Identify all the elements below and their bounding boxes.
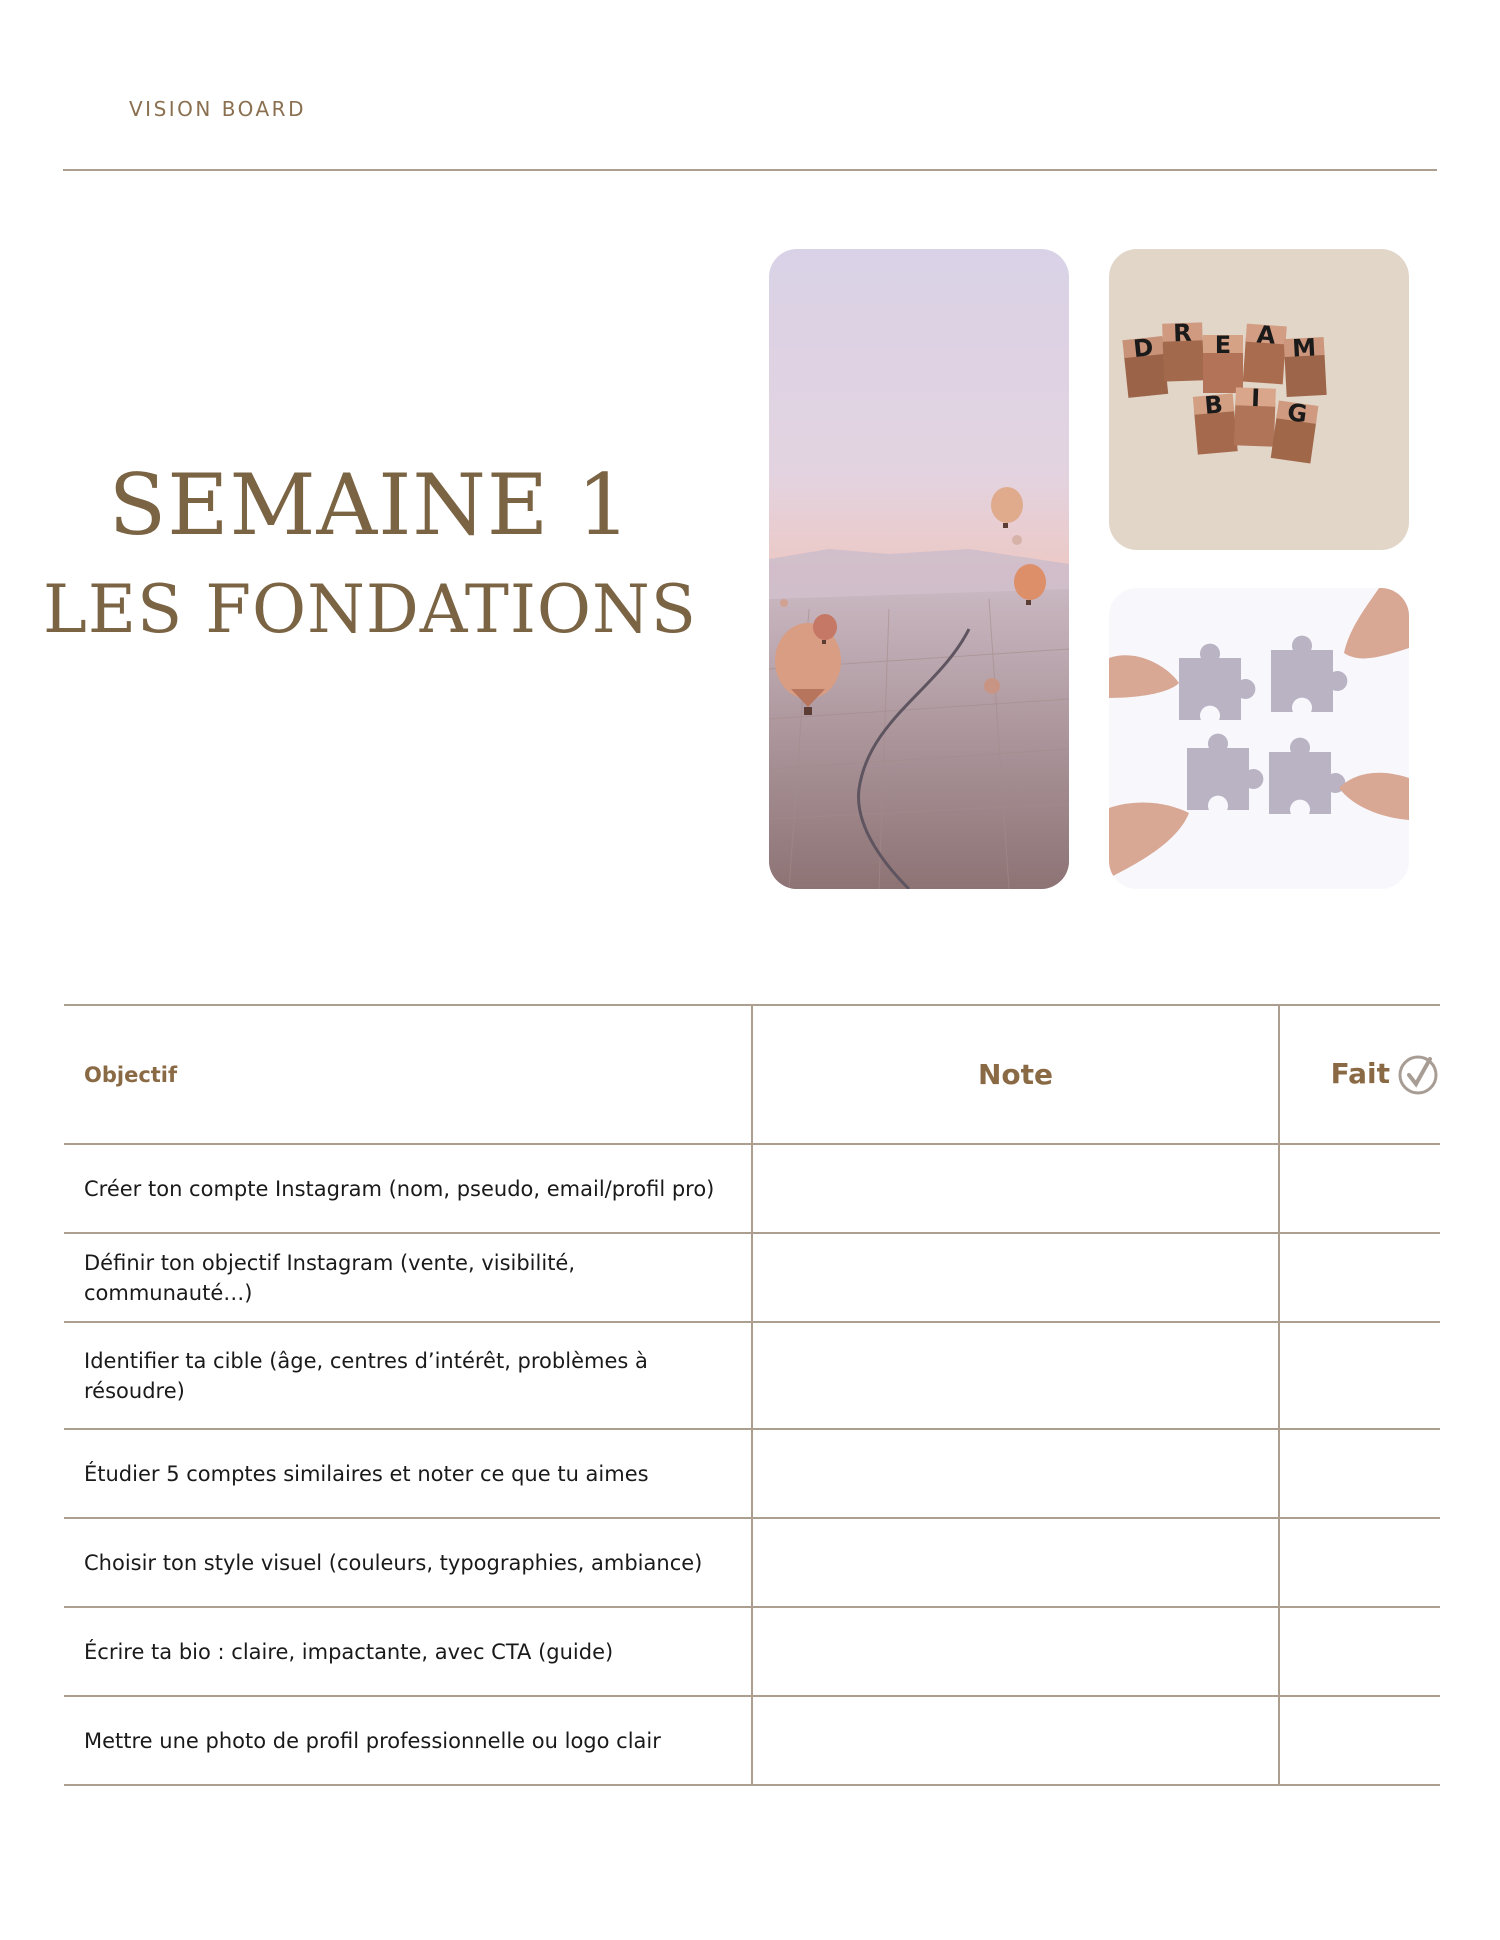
done-cell[interactable] bbox=[1279, 1233, 1440, 1322]
objective-cell: Mettre une photo de profil professionnelle ou logo clair bbox=[64, 1696, 752, 1785]
column-header-done-label: Fait bbox=[1330, 1056, 1390, 1090]
objective-cell: Définir ton objectif Instagram (vente, visibilité, communauté…) bbox=[64, 1233, 752, 1322]
note-cell[interactable] bbox=[752, 1429, 1279, 1518]
svg-text:G: G bbox=[1285, 397, 1309, 429]
column-header-note: Note bbox=[752, 1005, 1279, 1144]
done-cell[interactable] bbox=[1279, 1696, 1440, 1785]
objective-cell: Écrire ta bio : claire, impactante, avec CTA (guide) bbox=[64, 1607, 752, 1696]
note-cell[interactable] bbox=[752, 1144, 1279, 1233]
page-subtitle: LES FONDATIONS bbox=[43, 571, 697, 648]
table-row bbox=[64, 1696, 1440, 1785]
table-row bbox=[64, 1607, 1440, 1696]
header-divider bbox=[63, 169, 1437, 171]
note-cell[interactable] bbox=[752, 1322, 1279, 1429]
column-header-done bbox=[1279, 1005, 1440, 1144]
title-block bbox=[40, 455, 700, 665]
svg-text:R: R bbox=[1172, 318, 1193, 348]
note-cell[interactable] bbox=[752, 1607, 1279, 1696]
note-cell[interactable] bbox=[752, 1696, 1279, 1785]
table-row bbox=[64, 1429, 1440, 1518]
check-circle-icon bbox=[1396, 1053, 1440, 1097]
table-row bbox=[64, 1233, 1440, 1322]
objective-cell: Choisir ton style visuel (couleurs, typographies, ambiance) bbox=[64, 1518, 752, 1607]
svg-text:E: E bbox=[1214, 331, 1232, 359]
table-row bbox=[64, 1144, 1440, 1233]
svg-text:M: M bbox=[1291, 333, 1317, 363]
svg-text:D: D bbox=[1131, 333, 1155, 364]
table-header-row bbox=[64, 1005, 1440, 1144]
done-cell[interactable] bbox=[1279, 1518, 1440, 1607]
note-cell[interactable] bbox=[752, 1233, 1279, 1322]
column-header-objective: Objectif bbox=[64, 1005, 752, 1144]
svg-text:B: B bbox=[1203, 390, 1224, 420]
objectives-table bbox=[64, 1004, 1440, 1786]
table-row bbox=[64, 1322, 1440, 1429]
done-cell[interactable] bbox=[1279, 1429, 1440, 1518]
objective-cell: Étudier 5 comptes similaires et noter ce que tu aimes bbox=[64, 1429, 752, 1518]
table-row bbox=[64, 1518, 1440, 1607]
objective-cell: Identifier ta cible (âge, centres d’intérêt, problèmes à résoudre) bbox=[64, 1322, 752, 1429]
done-cell[interactable] bbox=[1279, 1607, 1440, 1696]
note-cell[interactable] bbox=[752, 1518, 1279, 1607]
objective-cell: Créer ton compte Instagram (nom, pseudo, email/profil pro) bbox=[64, 1144, 752, 1233]
dream-big-photo bbox=[1109, 249, 1409, 550]
svg-text:I: I bbox=[1250, 383, 1261, 413]
page-title: SEMAINE 1 bbox=[108, 456, 632, 554]
puzzle-photo bbox=[1109, 588, 1409, 889]
svg-text:A: A bbox=[1255, 320, 1277, 350]
header-label: VISION BOARD bbox=[129, 97, 306, 121]
done-cell[interactable] bbox=[1279, 1144, 1440, 1233]
balloons-photo bbox=[769, 249, 1069, 889]
done-cell[interactable] bbox=[1279, 1322, 1440, 1429]
